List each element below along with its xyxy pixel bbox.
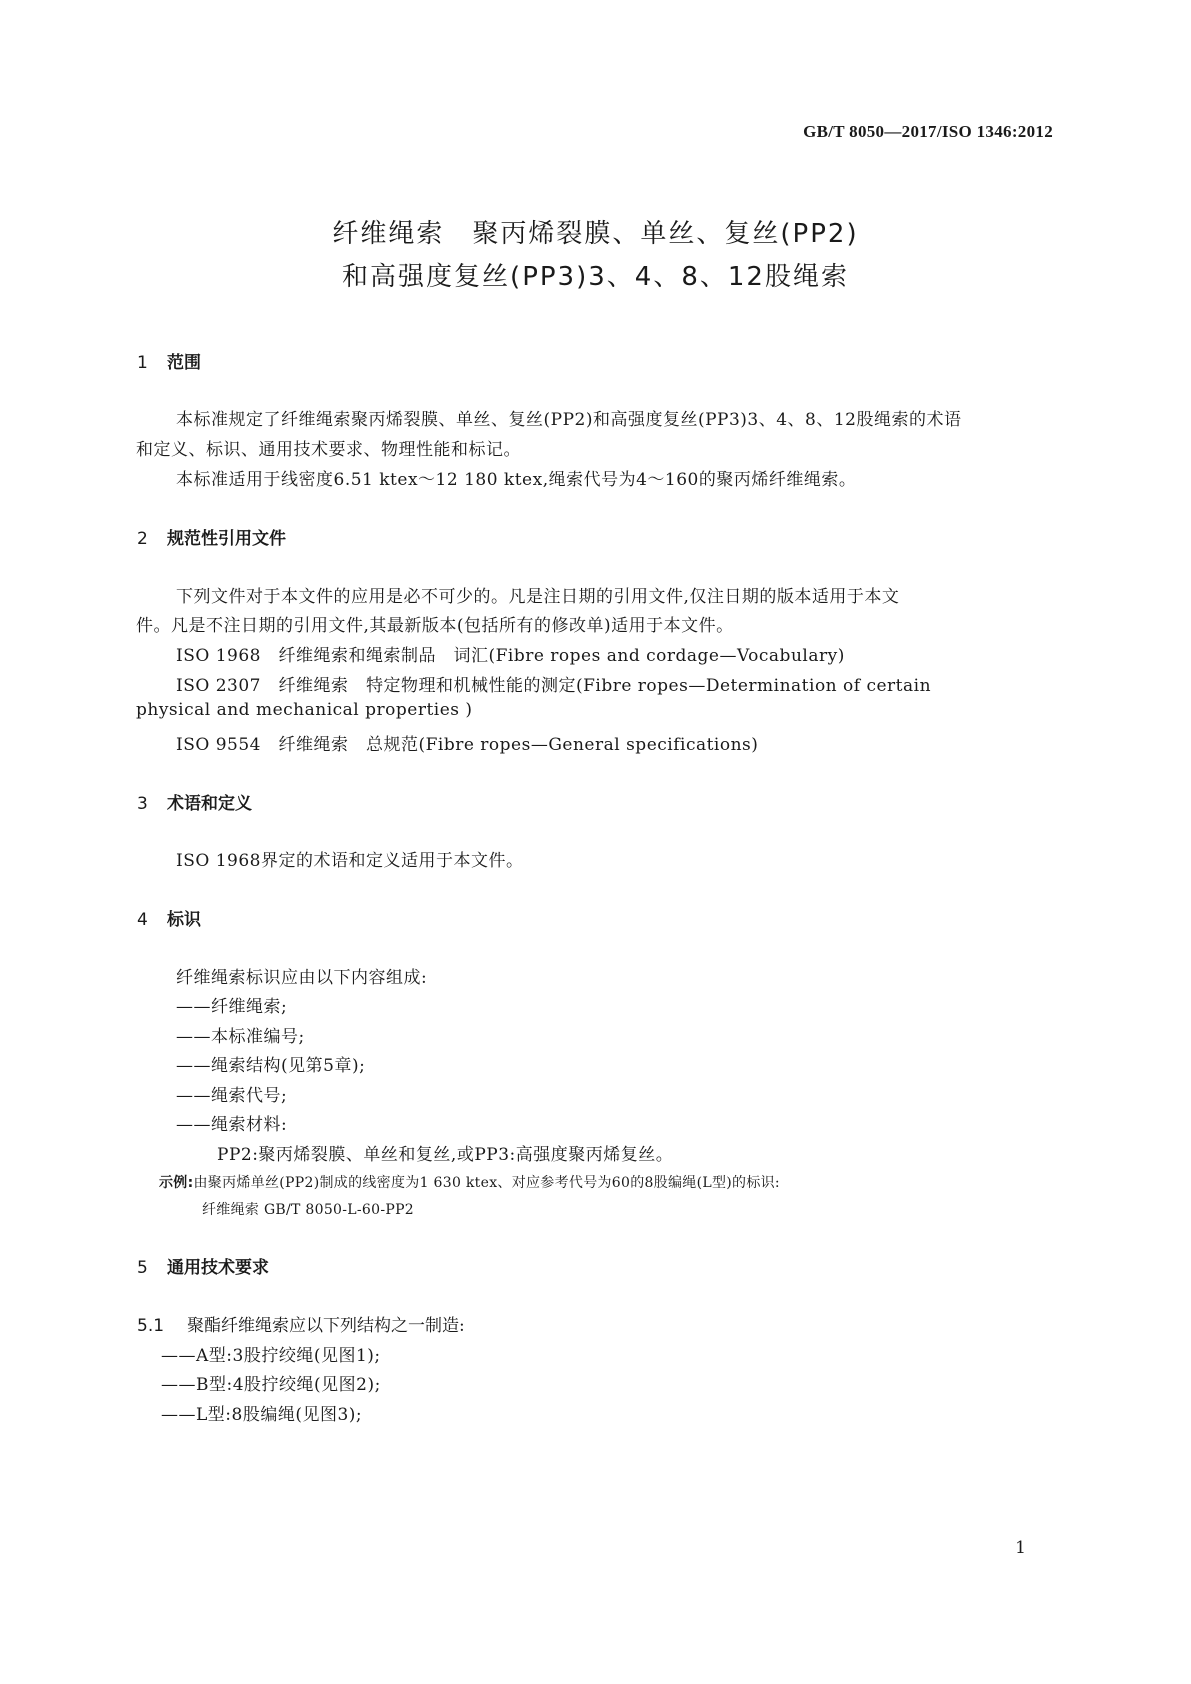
subclause-5-1 (137, 1311, 465, 1336)
section-number: 1 (137, 353, 148, 373)
list-item: ——绳索材料: (176, 1115, 288, 1135)
paragraph: 纤维绳索标识应由以下内容组成: (176, 968, 428, 988)
document-title-line-1: 纤维绳索 聚丙烯裂膜、单丝、复丝(PP2) (332, 219, 859, 249)
list-item: ——A型:3股拧绞绳(见图1); (161, 1346, 381, 1366)
materials-definition: PP2:聚丙烯裂膜、单丝和复丝,或PP3:高强度聚丙烯复丝。 (217, 1145, 674, 1165)
section-title: 术语和定义 (167, 794, 252, 814)
example-label: 示例: (159, 1175, 194, 1191)
section-5-heading (137, 1253, 269, 1278)
section-3-heading (137, 789, 252, 814)
example (159, 1172, 780, 1192)
list-item: ——纤维绳索; (176, 997, 288, 1017)
list-item: ——本标准编号; (176, 1027, 305, 1047)
paragraph: ISO 1968界定的术语和定义适用于本文件。 (176, 851, 524, 871)
section-4-heading (137, 905, 201, 930)
paragraph: 和定义、标识、通用技术要求、物理性能和标记。 (136, 440, 521, 460)
paragraph: 本标准适用于线密度6.51 ktex～12 180 ktex,绳索代号为4～160的聚丙烯纤维绳索。 (176, 470, 857, 490)
reference-entry-continued: physical and mechanical properties ) (136, 700, 473, 720)
paragraph: 件。凡是不注日期的引用文件,其最新版本(包括所有的修改单)适用于本文件。 (136, 616, 734, 636)
example-text: 由聚丙烯单丝(PP2)制成的线密度为1 630 ktex、对应参考代号为60的8股编绳(L型)的标识: (193, 1175, 780, 1191)
paragraph: 下列文件对于本文件的应用是必不可少的。凡是注日期的引用文件,仅注日期的版本适用于本文 (176, 587, 900, 607)
section-title: 规范性引用文件 (167, 529, 286, 549)
section-2-heading (137, 524, 286, 549)
section-number: 3 (137, 794, 148, 814)
list-item: ——绳索代号; (176, 1086, 288, 1106)
list-item: ——B型:4股拧绞绳(见图2); (161, 1375, 381, 1395)
section-1-heading (137, 348, 201, 373)
reference-entry: ISO 2307 纤维绳索 特定物理和机械性能的测定(Fibre ropes—Determination of certain (176, 676, 932, 696)
document-title-line-2: 和高强度复丝(PP3)3、4、8、12股绳索 (342, 262, 849, 292)
example-code: 纤维绳索 GB/T 8050-L-60-PP2 (202, 1202, 415, 1218)
section-number: 2 (137, 529, 148, 549)
section-number: 5 (137, 1258, 148, 1278)
subclause-number: 5.1 (137, 1316, 165, 1336)
list-item: ——L型:8股编绳(见图3); (161, 1405, 363, 1425)
page-number: 1 (1015, 1538, 1026, 1558)
section-title: 范围 (167, 353, 201, 373)
section-title: 通用技术要求 (167, 1258, 269, 1278)
paragraph: 本标准规定了纤维绳索聚丙烯裂膜、单丝、复丝(PP2)和高强度复丝(PP3)3、4、8、12股绳索的术语 (176, 410, 962, 430)
list-item: ——绳索结构(见第5章); (176, 1056, 366, 1076)
standard-code: GB/T 8050—2017/ISO 1346:2012 (803, 122, 1053, 141)
reference-entry: ISO 1968 纤维绳索和绳索制品 词汇(Fibre ropes and cordage—Vocabulary) (176, 646, 845, 666)
reference-entry: ISO 9554 纤维绳索 总规范(Fibre ropes—General specifications) (176, 735, 759, 755)
section-title: 标识 (167, 910, 201, 930)
section-number: 4 (137, 910, 148, 930)
subclause-text: 聚酯纤维绳索应以下列结构之一制造: (187, 1316, 465, 1336)
